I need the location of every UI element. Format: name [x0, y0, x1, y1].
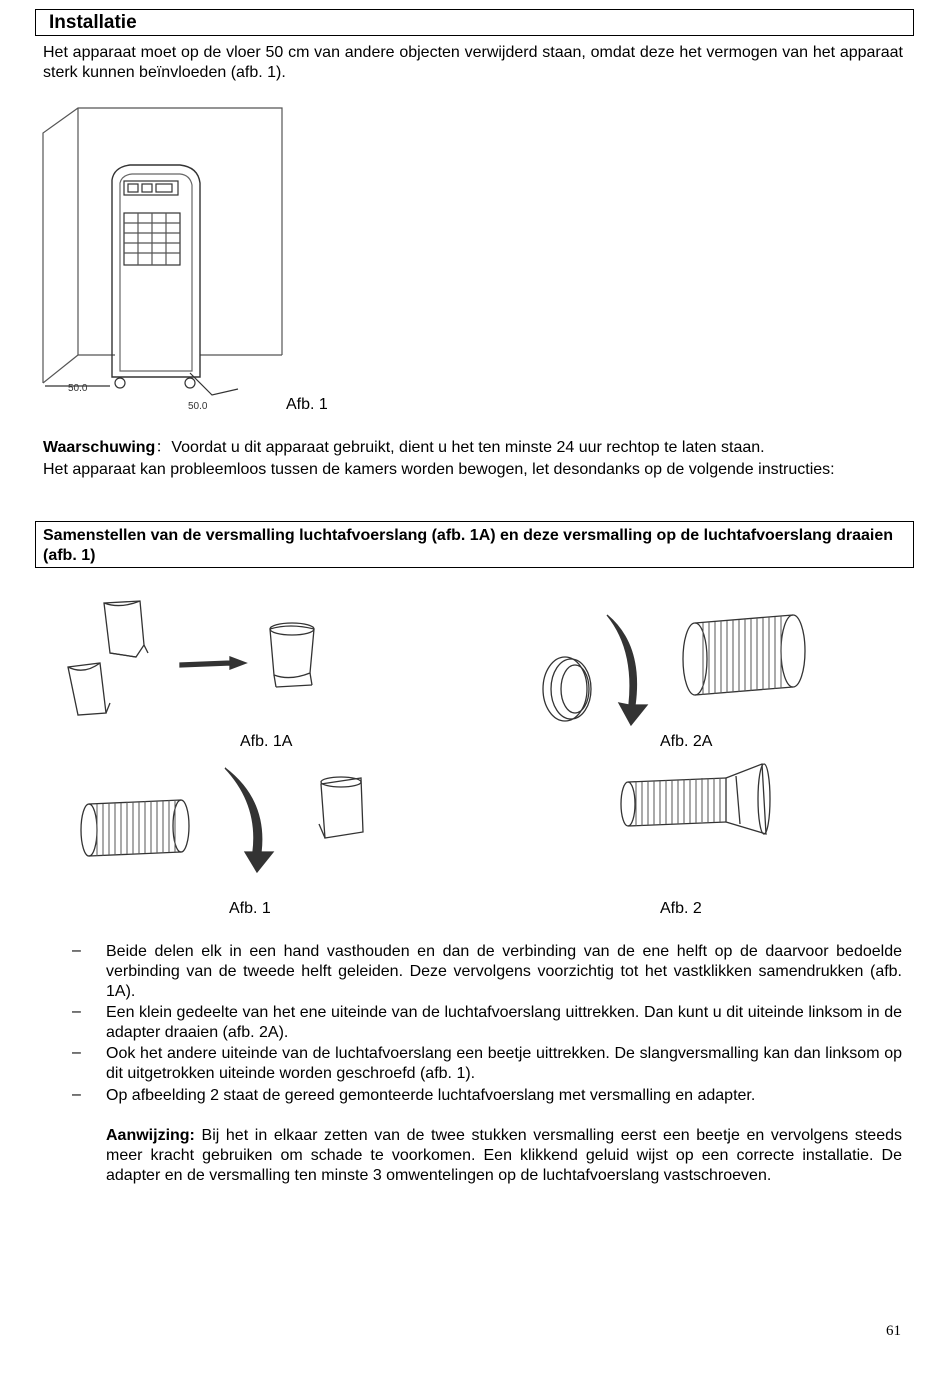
warning-label: Waarschuwing — [43, 439, 156, 456]
list-bullet: – — [72, 1003, 81, 1020]
dimension-left: 50.0 — [68, 383, 88, 394]
figure-caption-afb2a: Afb. 2A — [660, 733, 713, 750]
figure-assembled-hose — [618, 760, 778, 840]
dimension-right: 50.0 — [188, 401, 208, 412]
list-bullet: – — [72, 1044, 81, 1061]
list-item-1: Beide delen elk in een hand vasthouden en dan de verbinding van de ene helft op de daarvoor bedoelde verbinding van de tweede helft geleiden. Deze vervolgens voorzichtig tot het vastklikken samendrukken (afb. 1A). — [106, 943, 902, 1000]
figure-caption-afb1a: Afb. 1A — [240, 733, 293, 750]
note-paragraph — [106, 1126, 902, 1186]
figure-caption-afb1-top: Afb. 1 — [286, 396, 328, 413]
list-item-2: Een klein gedeelte van het ene uiteinde van de luchtafvoerslang uittrekken. Dan kunt u dit uiteinde linksom in de adapter draaien (afb. 2A). — [106, 1004, 902, 1041]
figure-caption-afb1-bottom: Afb. 1 — [229, 900, 271, 917]
page-number: 61 — [886, 1323, 901, 1339]
note-label: Aanwijzing: — [106, 1127, 195, 1144]
list-item-4: Op afbeelding 2 staat de gereed gemonteerde luchtafvoerslang met versmalling en adapter. — [106, 1087, 756, 1104]
warning-text: Voordat u dit apparaat gebruikt, dient u het ten minste 24 uur rechtop te laten staan. — [171, 439, 765, 456]
note-text: Bij het in elkaar zetten van de twee stukken versmalling eerst een beetje en vervolgens steeds meer kracht gebruiken om schade te voorkomen. Een klikkend geluid wijst op een correcte installatie. De adapter en de versmalling ten minste 3 omwentelingen op de luchtafvoerslang vastschroeven. — [106, 1127, 903, 1184]
figure-caption-afb2: Afb. 2 — [660, 900, 702, 917]
figure-air-conditioner — [40, 105, 290, 415]
section-header-installatie — [35, 9, 914, 36]
list-bullet: – — [72, 942, 81, 959]
figure-hose-reducer — [75, 760, 375, 880]
figure-adapter-hose — [535, 605, 815, 735]
warning-separator: ： — [155, 439, 172, 456]
move-paragraph: Het apparaat kan probleemloos tussen de kamers worden bewogen, let desondanks op de volgende instructies: — [43, 461, 835, 478]
intro-paragraph: Het apparaat moet op de vloer 50 cm van andere objecten verwijderd staan, omdat deze het vermogen van het apparaat sterk kunnen beïnvloeden (afb. 1). — [43, 44, 903, 81]
section-title-assembly: Samenstellen van de versmalling luchtafvoerslang (afb. 1A) en deze versmalling op de luchtafvoerslang draaien (afb. 1) — [43, 527, 894, 564]
section-header-assembly — [35, 521, 914, 568]
figure-reducer-halves — [60, 595, 330, 725]
list-bullet: – — [72, 1086, 81, 1103]
section-title: Installatie — [49, 12, 137, 33]
warning-paragraph — [43, 438, 903, 458]
list-item-3: Ook het andere uiteinde van de luchtafvoerslang een beetje uittrekken. De slangversmalling kan dan linksom op dit uitgetrokken uiteinde worden geschroefd (afb. 1). — [106, 1045, 902, 1082]
